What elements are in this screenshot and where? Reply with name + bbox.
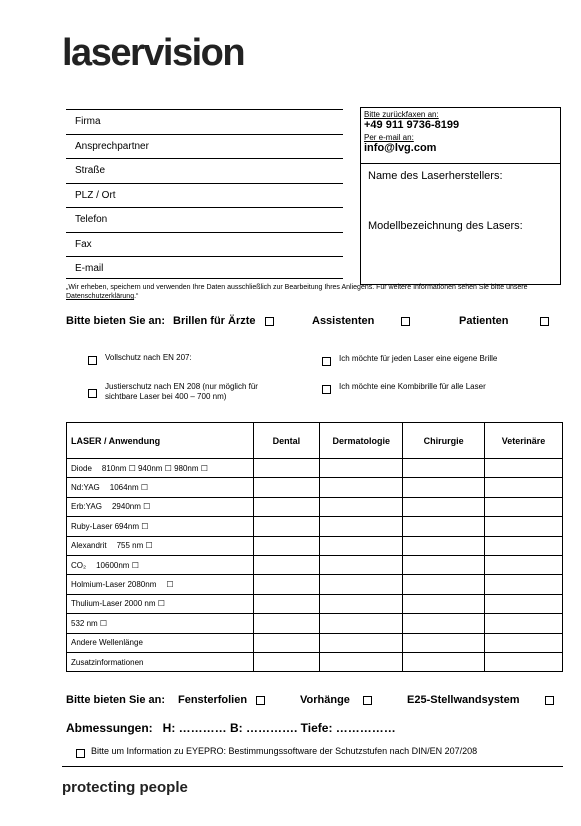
laser-name: Ruby-Laser 694nm ☐ — [71, 521, 149, 531]
laser-cell — [67, 633, 254, 652]
checkbox[interactable] — [256, 696, 265, 705]
laser-detail[interactable]: 810nm ☐ 940nm ☐ 980nm ☐ — [101, 463, 208, 473]
application-cell[interactable] — [403, 497, 485, 516]
laser-name: Andere Wellenlänge — [71, 638, 143, 648]
privacy-text: „Wir erheben, speichern und verwenden Ihre Daten ausschließlich zur Bearbeitung Ihres Anliegens. Für weitere Informationen sehen Sie bitte unsere — [66, 284, 528, 291]
offer1-option-patients-label: Patienten — [459, 315, 509, 327]
header-dental: Dental — [253, 423, 320, 459]
table-row — [67, 652, 563, 671]
application-cell[interactable] — [485, 633, 563, 652]
alignment-protection-line2: sichtbare Laser bei 400 – 700 nm) — [105, 392, 227, 401]
application-cell[interactable] — [253, 594, 320, 613]
application-cell[interactable] — [485, 594, 563, 613]
offer2-option-window-film[interactable] — [178, 694, 265, 706]
fax-box — [360, 107, 561, 285]
application-cell[interactable] — [253, 575, 320, 594]
laser-name: Diode — [71, 463, 92, 473]
laser-cell — [67, 517, 254, 536]
laser-detail[interactable]: ☐ — [166, 580, 174, 590]
application-cell[interactable] — [403, 652, 485, 671]
checkbox[interactable] — [322, 385, 331, 394]
offer1-option-assistants-label: Assistenten — [312, 315, 375, 327]
table-row — [67, 536, 563, 555]
application-cell[interactable] — [320, 478, 403, 497]
eyepro-label: Bitte um Information zu EYEPRO: Bestimmungssoftware der Schutzstufen nach DIN/EN 207/208 — [91, 746, 478, 756]
application-cell[interactable] — [485, 459, 563, 478]
laser-name: Thulium-Laser 2000 nm ☐ — [71, 599, 165, 609]
checkbox[interactable] — [76, 749, 85, 758]
application-cell[interactable] — [485, 517, 563, 536]
table-row — [67, 497, 563, 516]
alignment-protection-checkbox[interactable] — [88, 385, 97, 403]
application-cell[interactable] — [485, 652, 563, 671]
laser-name: Nd:YAG — [71, 483, 100, 493]
field-rule — [66, 183, 343, 184]
laser-detail[interactable]: 1064nm ☐ — [109, 483, 149, 493]
offer2-option-partition[interactable] — [407, 694, 554, 706]
laser-detail[interactable]: 10600nm ☐ — [96, 560, 139, 570]
application-cell[interactable] — [253, 633, 320, 652]
fax-number: +49 911 9736-8199 — [364, 119, 460, 131]
footer-divider — [62, 766, 563, 767]
field-label-2[interactable]: Straße — [75, 165, 106, 176]
offer1-label: Bitte bieten Sie an: — [66, 315, 166, 327]
combo-glasses-label: Ich möchte eine Kombibrille für alle Laser — [339, 382, 486, 391]
field-rule — [66, 256, 343, 257]
field-label-4[interactable]: Telefon — [75, 214, 108, 225]
application-cell[interactable] — [320, 517, 403, 536]
own-glasses-label: Ich möchte für jeden Laser eine eigene Brille — [339, 354, 498, 363]
field-rule — [66, 232, 343, 233]
dimensions-line[interactable]: Abmessungen: H: ………… B: …………. Tiefe: …………… — [66, 721, 396, 735]
laser-name: Alexandrit — [71, 541, 107, 551]
checkbox[interactable] — [322, 357, 331, 366]
offer2-label: Bitte bieten Sie an: — [66, 694, 166, 706]
laser-name: Erb:YAG — [71, 502, 102, 512]
application-cell[interactable] — [320, 459, 403, 478]
combo-glasses-checkbox[interactable] — [322, 381, 331, 399]
field-rule — [66, 158, 343, 159]
application-cell[interactable] — [485, 614, 563, 633]
table-row — [67, 594, 563, 613]
privacy-end: .“ — [134, 293, 139, 300]
application-cell[interactable] — [403, 517, 485, 536]
application-cell[interactable] — [320, 614, 403, 633]
fax-label: Bitte zurückfaxen an: — [364, 110, 439, 119]
laser-cell — [67, 652, 254, 671]
laser-cell — [67, 594, 254, 613]
application-cell[interactable] — [320, 652, 403, 671]
email-label: Per e-mail an: — [364, 133, 414, 142]
laser-table — [66, 422, 563, 672]
offer1-option-assistants[interactable] — [312, 315, 410, 327]
checkbox[interactable] — [88, 389, 97, 398]
field-label-6[interactable]: E-mail — [75, 263, 104, 274]
application-cell[interactable] — [403, 614, 485, 633]
application-cell[interactable] — [320, 497, 403, 516]
field-rule — [66, 207, 343, 208]
application-cell[interactable] — [320, 536, 403, 555]
application-cell[interactable] — [253, 517, 320, 536]
email-address[interactable]: info@lvg.com — [364, 142, 437, 154]
laser-detail[interactable]: 755 nm ☐ — [116, 541, 153, 551]
application-cell[interactable] — [320, 633, 403, 652]
table-header-row — [67, 423, 563, 459]
application-cell[interactable] — [403, 633, 485, 652]
application-cell[interactable] — [485, 497, 563, 516]
offer2-option-partition-label: E25-Stellwandsystem — [407, 694, 520, 706]
offer2-option-curtains[interactable] — [300, 694, 372, 706]
table-row — [67, 633, 563, 652]
eyepro-checkbox[interactable] — [76, 745, 85, 763]
table-row — [67, 478, 563, 497]
checkbox[interactable] — [545, 696, 554, 705]
full-protection-checkbox[interactable] — [88, 352, 97, 370]
model-label: Modellbezeichnung des Lasers: — [368, 220, 523, 232]
checkbox[interactable] — [88, 356, 97, 365]
offer2-option-window-film-label: Fensterfolien — [178, 694, 248, 706]
table-row — [67, 517, 563, 536]
application-cell[interactable] — [253, 497, 320, 516]
own-glasses-checkbox[interactable] — [322, 353, 331, 371]
header-laser: LASER / Anwendung — [67, 423, 254, 459]
application-cell[interactable] — [485, 555, 563, 574]
laser-cell — [67, 555, 254, 574]
field-label-0[interactable]: Firma — [75, 116, 101, 127]
field-label-5[interactable]: Fax — [75, 238, 92, 250]
checkbox[interactable] — [540, 317, 549, 326]
checkbox[interactable] — [265, 317, 274, 326]
application-cell[interactable] — [320, 555, 403, 574]
checkbox[interactable] — [363, 696, 372, 705]
application-cell[interactable] — [253, 614, 320, 633]
table-row — [67, 555, 563, 574]
laser-cell — [67, 614, 254, 633]
application-cell[interactable] — [253, 459, 320, 478]
checkbox[interactable] — [401, 317, 410, 326]
footer-tagline: protecting people — [62, 779, 188, 796]
application-cell[interactable] — [253, 555, 320, 574]
laser-name: Zusatzinformationen — [71, 657, 144, 667]
laser-cell — [67, 459, 254, 478]
application-cell[interactable] — [485, 478, 563, 497]
application-cell[interactable] — [403, 459, 485, 478]
application-cell[interactable] — [485, 575, 563, 594]
table-row — [67, 459, 563, 478]
laser-cell — [67, 478, 254, 497]
laser-cell — [67, 536, 254, 555]
application-cell[interactable] — [320, 575, 403, 594]
laser-cell — [67, 575, 254, 594]
laser-detail[interactable]: 2940nm ☐ — [111, 502, 151, 512]
application-cell[interactable] — [403, 536, 485, 555]
header-surgery: Chirurgie — [403, 423, 485, 459]
manufacturer-label: Name des Laserherstellers: — [368, 170, 503, 182]
privacy-link[interactable]: Datenschutzerklärung — [66, 293, 135, 300]
application-cell[interactable] — [403, 555, 485, 574]
offer1-option-doctors-label: Brillen für Ärzte — [173, 315, 256, 327]
application-cell[interactable] — [403, 594, 485, 613]
offer1-option-patients[interactable] — [459, 315, 549, 327]
offer2-option-curtains-label: Vorhänge — [300, 694, 350, 706]
laser-name: 532 nm ☐ — [71, 618, 108, 628]
fax-header — [361, 108, 560, 164]
application-cell[interactable] — [320, 594, 403, 613]
application-cell[interactable] — [253, 478, 320, 497]
laser-name: Holmium-Laser 2080nm — [71, 580, 157, 590]
field-rule — [66, 134, 343, 135]
field-rule — [66, 278, 343, 279]
application-cell[interactable] — [253, 652, 320, 671]
full-protection-label: Vollschutz nach EN 207: — [105, 353, 192, 362]
field-label-1[interactable]: Ansprechpartner — [75, 140, 149, 152]
header-dermatology: Dermatologie — [320, 423, 403, 459]
company-logo: laservision — [62, 32, 245, 74]
alignment-protection-line1: Justierschutz nach EN 208 (nur möglich für — [105, 382, 258, 391]
application-cell[interactable] — [253, 536, 320, 555]
application-cell[interactable] — [403, 478, 485, 497]
privacy-note — [66, 283, 546, 301]
table-row — [67, 614, 563, 633]
laser-name: CO₂ — [71, 560, 87, 570]
application-cell[interactable] — [485, 536, 563, 555]
table-row — [67, 575, 563, 594]
offer1-option-doctors[interactable] — [173, 315, 274, 327]
field-label-3[interactable]: PLZ / Ort — [75, 189, 116, 201]
laser-cell — [67, 497, 254, 516]
header-veterinary: Veterinäre — [485, 423, 563, 459]
application-cell[interactable] — [403, 575, 485, 594]
field-rule — [66, 109, 343, 110]
